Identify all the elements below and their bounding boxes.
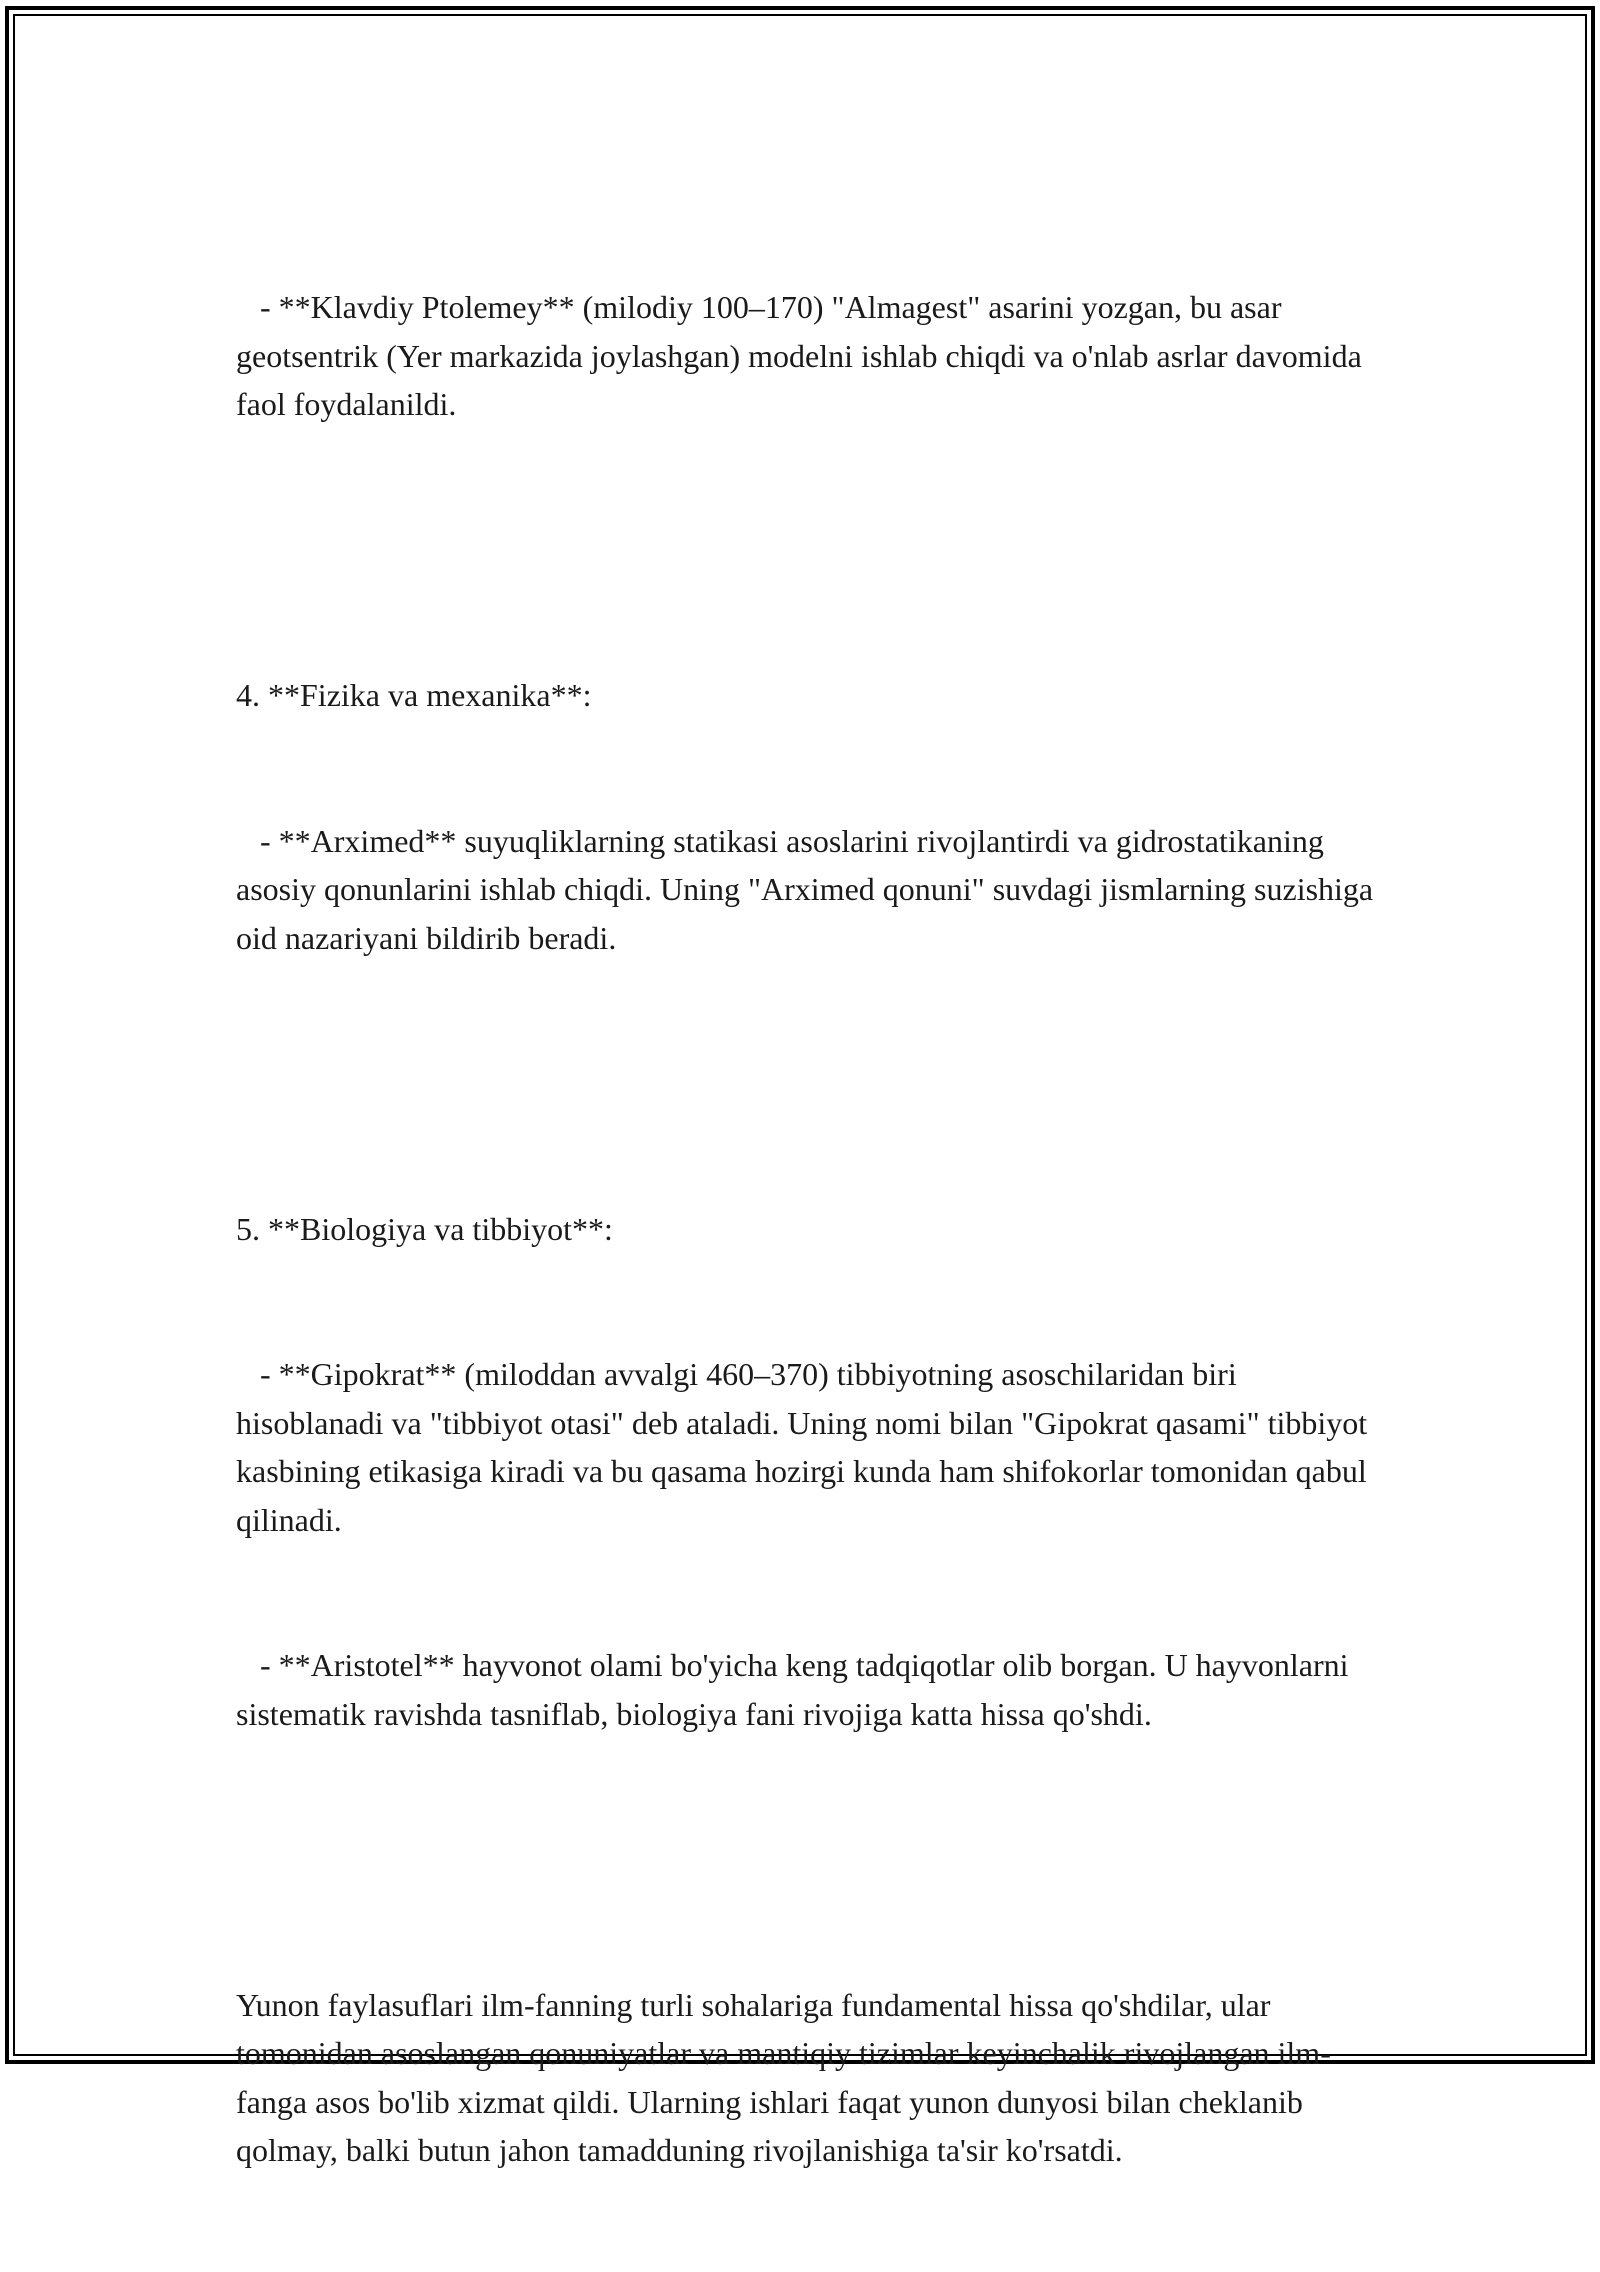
biology-heading: 5. **Biologiya va tibbiyot**: [236, 1210, 613, 1247]
aristotle-item: - **Aristotel** hayvonot olami bo'yicha keng tadqiqotlar olib borgan. U hayvonlarni sistematik ravishda tasniflab, biologiya fani rivojiga katta hissa qo'shdi. [236, 1647, 1357, 1732]
paragraph-gap [236, 1059, 1376, 1108]
archimedes-item: - **Arximed** suyuqliklarning statikasi asoslarini rivojlantirdi va gidrostatikaning asosiy qonunlarini ishlab chiqdi. Uning "Arximed qonuni" suvdagi jismlarning suzishiga oid nazariyani bildirib beradi. [236, 822, 1382, 956]
conclusion-paragraph: Yunon faylasuflari ilm-fanning turli sohalariga fundamental hissa qo'shdilar, ular tomonidan asoslangan qonuniyatlar va mantiqiy tizimlar keyinchalik rivojlangan ilm-fanga asos bo'lib xizmat qildi. Ularning ishlari faqat yunon dunyosi bilan cheklanib qolmay, balki butun jahon tamadduning rivojlanishiga ta'sir ko'rsatdi. [236, 1986, 1331, 2168]
paragraph-gap [236, 1835, 1376, 1884]
paragraph-gap [236, 526, 1376, 575]
document-body [236, 186, 1382, 2272]
ptolemy-item: - **Klavdiy Ptolemey** (milodiy 100–170) "Almagest" asarini yozgan, bu asar geotsentrik (Yer markazida joylashgan) modelni ishlab chiqdi va o'nlab asrlar davomida faol foydalanildi. [236, 289, 1370, 422]
physics-heading: 4. **Fizika va mexanika**: [236, 677, 592, 713]
hippocrates-item: - **Gipokrat** (miloddan avvalgi 460–370) tibbiyotning asoschilaridan biri hisoblanadi va "tibbiyot otasi" deb ataladi. Uning nomi bilan "Gipokrat qasami" tibbiyot kasbining etikasiga kiradi va bu qasama hozirgi kunda ham shifokorlar tomonidan qabul qilinadi. [236, 1356, 1376, 1538]
